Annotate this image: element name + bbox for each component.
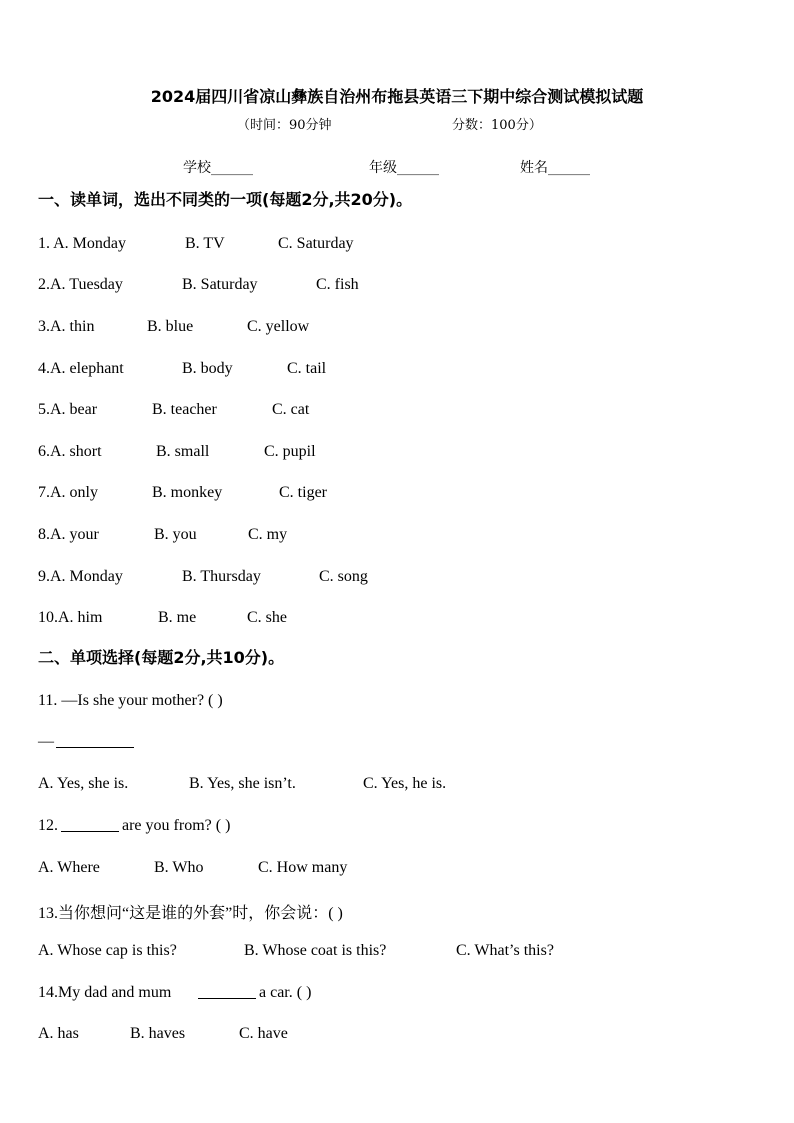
option-c: C. she	[247, 609, 287, 626]
option-a: 9.A. Monday	[38, 568, 123, 585]
section2-heading: 二、单项选择(每题2分,共10分)。	[38, 648, 285, 667]
question-stem: 11. —Is she your mother? ( )	[38, 692, 223, 709]
question-stem: 13.当你想问“这是谁的外套”时，你会说：( )	[38, 905, 343, 922]
exam-score: 分数：100分）	[452, 118, 542, 133]
option-a: 5.A. bear	[38, 401, 98, 418]
option-c: C. pupil	[264, 443, 316, 460]
option-c: C. cat	[272, 401, 310, 418]
option-c: C. have	[239, 1025, 288, 1042]
option-a: 6.A. short	[38, 443, 102, 460]
option-c: C. yellow	[247, 318, 310, 335]
option-c: C. How many	[258, 859, 348, 876]
option-b: B. me	[158, 609, 197, 626]
option-b: B. Who	[154, 859, 204, 876]
option-b: B. Saturday	[182, 276, 258, 293]
option-a: A. Where	[38, 859, 100, 876]
exam-title: 2024届四川省凉山彝族自治州布拖县英语三下期中综合测试模拟试题	[150, 87, 644, 106]
option-b: B. you	[154, 526, 197, 543]
question-stem: 14.My dad and mum	[38, 984, 172, 1001]
option-a: A. Whose cap is this?	[38, 942, 177, 959]
option-b: B. TV	[185, 235, 225, 252]
option-c: C. Saturday	[278, 235, 354, 252]
option-b: B. Yes, she isn’t.	[189, 775, 296, 792]
option-c: C. tail	[287, 360, 327, 377]
option-b: B. monkey	[152, 484, 223, 501]
option-a: 1. A. Monday	[38, 235, 126, 252]
option-c: C. my	[248, 526, 288, 543]
option-b: B. haves	[130, 1025, 186, 1042]
name-field: 姓名______	[520, 160, 590, 176]
answer-blank	[61, 817, 119, 832]
question-number: 12.	[38, 817, 58, 834]
option-a: 3.A. thin	[38, 318, 95, 335]
answer-blank	[198, 984, 256, 999]
question-stem: are you from? ( )	[122, 817, 231, 834]
option-b: B. body	[182, 360, 233, 377]
option-a: 8.A. your	[38, 526, 99, 543]
section1-heading: 一、读单词，选出不同类的一项(每题2分,共20分)。	[38, 190, 413, 209]
option-a: 4.A. elephant	[38, 360, 124, 377]
option-c: C. Yes, he is.	[363, 775, 447, 792]
option-c: C. What’s this?	[456, 942, 554, 959]
option-c: C. song	[319, 568, 368, 585]
option-a: A. Yes, she is.	[38, 775, 129, 792]
option-c: C. tiger	[279, 484, 327, 501]
option-b: B. small	[156, 443, 210, 460]
school-field: 学校______	[183, 160, 253, 176]
answer-dash: —	[38, 733, 54, 750]
question-stem-rest: a car. ( )	[259, 984, 312, 1001]
option-b: B. Thursday	[182, 568, 261, 585]
exam-time: （时间：90分钟	[237, 118, 332, 133]
grade-field: 年级______	[369, 160, 439, 176]
option-a: 7.A. only	[38, 484, 98, 501]
option-b: B. teacher	[152, 401, 217, 418]
option-a: A. has	[38, 1025, 79, 1042]
option-b: B. blue	[147, 318, 194, 335]
answer-blank	[56, 733, 134, 748]
option-a: 10.A. him	[38, 609, 103, 626]
option-a: 2.A. Tuesday	[38, 276, 123, 293]
option-c: C. fish	[316, 276, 359, 293]
option-b: B. Whose coat is this?	[244, 942, 387, 959]
